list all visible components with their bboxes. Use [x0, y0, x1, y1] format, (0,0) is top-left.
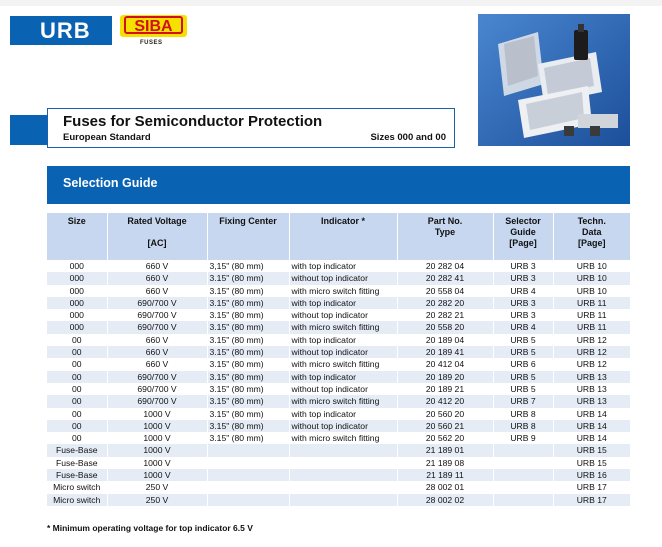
table-row: [47, 494, 630, 506]
cell-indicator: with micro switch fitting: [289, 358, 397, 370]
cell-fixing-center: 3.15" (80 mm): [207, 383, 289, 395]
cell-fixing-center: [207, 457, 289, 469]
cell-size: Fuse-Base: [47, 444, 107, 456]
cell-rated-voltage: 690/700 V: [107, 309, 207, 321]
cell-indicator: [289, 457, 397, 469]
cell-selector-guide: URB 5: [493, 371, 553, 383]
header-part-no: [397, 213, 493, 260]
cell-selector-guide: URB 3: [493, 297, 553, 309]
cell-fixing-center: [207, 481, 289, 493]
cell-fixing-center: 3.15" (80 mm): [207, 408, 289, 420]
table-row: [47, 371, 630, 383]
cell-rated-voltage: 690/700 V: [107, 371, 207, 383]
fuses-photo-illustration: [478, 14, 630, 146]
table-row: [47, 334, 630, 346]
section-heading: Selection Guide: [63, 176, 158, 190]
header-line: Type: [434, 227, 456, 237]
cell-fixing-center: 3,15" (80 mm): [207, 260, 289, 272]
cell-rated-voltage: 250 V: [107, 494, 207, 506]
cell-techn-data: URB 14: [553, 420, 630, 432]
header-line: Fixing Center: [219, 216, 277, 226]
table-row: [47, 408, 630, 420]
cell-part-no: 20 189 04: [397, 334, 493, 346]
cell-techn-data: URB 14: [553, 432, 630, 444]
table-row: [47, 457, 630, 469]
siba-logo: [120, 15, 187, 37]
cell-fixing-center: 3.15" (80 mm): [207, 321, 289, 333]
cell-rated-voltage: 1000 V: [107, 444, 207, 456]
cell-size: 000: [47, 285, 107, 297]
header-line: [Page]: [509, 238, 537, 248]
cell-fixing-center: 3.15" (80 mm): [207, 309, 289, 321]
cell-fixing-center: 3.15" (80 mm): [207, 395, 289, 407]
cell-techn-data: URB 11: [553, 297, 630, 309]
selection-table: [47, 213, 630, 506]
cell-techn-data: URB 13: [553, 383, 630, 395]
header-techn-data: [553, 213, 630, 260]
cell-size: 000: [47, 309, 107, 321]
header-line: Part No.: [427, 216, 463, 226]
cell-part-no: 21 189 11: [397, 469, 493, 481]
cell-selector-guide: URB 4: [493, 285, 553, 297]
cell-size: 00: [47, 432, 107, 444]
cell-part-no: 20 412 04: [397, 358, 493, 370]
cell-indicator: [289, 444, 397, 456]
cell-rated-voltage: 660 V: [107, 285, 207, 297]
cell-fixing-center: [207, 469, 289, 481]
table-row: [47, 444, 630, 456]
cell-size: 00: [47, 395, 107, 407]
cell-fixing-center: 3.15" (80 mm): [207, 432, 289, 444]
cell-indicator: with top indicator: [289, 371, 397, 383]
cell-size: 00: [47, 383, 107, 395]
cell-indicator: without top indicator: [289, 383, 397, 395]
header-rated-voltage: [107, 213, 207, 260]
cell-indicator: with micro switch fitting: [289, 321, 397, 333]
cell-rated-voltage: 660 V: [107, 272, 207, 284]
cell-techn-data: URB 10: [553, 285, 630, 297]
cell-part-no: 20 282 04: [397, 260, 493, 272]
cell-part-no: 20 562 20: [397, 432, 493, 444]
cell-selector-guide: [493, 444, 553, 456]
table-row: [47, 272, 630, 284]
cell-rated-voltage: 1000 V: [107, 432, 207, 444]
header-line: [110, 227, 205, 238]
cell-rated-voltage: 660 V: [107, 346, 207, 358]
sizes-label: Sizes 000 and 00: [370, 132, 446, 143]
cell-part-no: 20 189 41: [397, 346, 493, 358]
cell-selector-guide: URB 5: [493, 346, 553, 358]
table-row: [47, 383, 630, 395]
cell-techn-data: URB 14: [553, 408, 630, 420]
cell-fixing-center: 3.15" (80 mm): [207, 334, 289, 346]
cell-rated-voltage: 250 V: [107, 481, 207, 493]
cell-indicator: [289, 494, 397, 506]
cell-indicator: without top indicator: [289, 309, 397, 321]
cell-fixing-center: 3.15" (80 mm): [207, 346, 289, 358]
cell-fixing-center: 3.15" (80 mm): [207, 272, 289, 284]
cell-fixing-center: [207, 494, 289, 506]
cell-size: Fuse-Base: [47, 469, 107, 481]
cell-part-no: 20 558 20: [397, 321, 493, 333]
cell-part-no: 21 189 08: [397, 457, 493, 469]
cell-indicator: with micro switch fitting: [289, 395, 397, 407]
cell-part-no: 20 282 21: [397, 309, 493, 321]
header-line: Selector: [505, 216, 541, 226]
cell-techn-data: URB 10: [553, 260, 630, 272]
table-row: [47, 395, 630, 407]
cell-rated-voltage: 1000 V: [107, 420, 207, 432]
header-size: [47, 213, 107, 260]
table-row: [47, 285, 630, 297]
table-row: [47, 358, 630, 370]
table-row: [47, 297, 630, 309]
title-box: [47, 108, 455, 148]
cell-indicator: [289, 481, 397, 493]
header-line: Data: [581, 227, 602, 237]
cell-indicator: without top indicator: [289, 420, 397, 432]
cell-size: 00: [47, 358, 107, 370]
cell-rated-voltage: 1000 V: [107, 408, 207, 420]
header-selector-guide: [493, 213, 553, 260]
siba-logo-word: SIBA: [124, 16, 183, 34]
header-line: [Page]: [577, 238, 606, 248]
cell-rated-voltage: 660 V: [107, 334, 207, 346]
cell-rated-voltage: 690/700 V: [107, 395, 207, 407]
siba-logo-sub: FUSES: [140, 40, 163, 46]
cell-selector-guide: URB 3: [493, 309, 553, 321]
cell-rated-voltage: 690/700 V: [107, 297, 207, 309]
cell-size: 00: [47, 346, 107, 358]
cell-part-no: 20 560 21: [397, 420, 493, 432]
cell-size: 000: [47, 272, 107, 284]
header-line: [AC]: [147, 238, 167, 248]
table-row: [47, 346, 630, 358]
cell-indicator: with micro switch fitting: [289, 285, 397, 297]
page-title: Fuses for Semiconductor Protection: [63, 113, 323, 130]
cell-techn-data: URB 13: [553, 371, 630, 383]
cell-part-no: 20 282 20: [397, 297, 493, 309]
cell-fixing-center: 3.15" (80 mm): [207, 285, 289, 297]
header-line: Rated Voltage: [127, 216, 187, 226]
cell-indicator: with micro switch fitting: [289, 432, 397, 444]
selection-guide-bar: [47, 166, 630, 204]
header-line: Techn.: [577, 216, 606, 226]
cell-size: 00: [47, 420, 107, 432]
cell-techn-data: URB 12: [553, 334, 630, 346]
header-line: Indicator *: [320, 216, 365, 226]
table-row: [47, 260, 630, 272]
cell-size: Micro switch: [47, 494, 107, 506]
cell-techn-data: URB 15: [553, 457, 630, 469]
product-photo: [478, 14, 630, 146]
cell-techn-data: URB 17: [553, 494, 630, 506]
cell-selector-guide: [493, 494, 553, 506]
header-indicator: [289, 213, 397, 260]
cell-techn-data: URB 11: [553, 321, 630, 333]
cell-size: 000: [47, 260, 107, 272]
cell-rated-voltage: 690/700 V: [107, 383, 207, 395]
cell-selector-guide: URB 9: [493, 432, 553, 444]
cell-techn-data: URB 17: [553, 481, 630, 493]
cell-techn-data: URB 12: [553, 358, 630, 370]
cell-selector-guide: URB 8: [493, 420, 553, 432]
cell-techn-data: URB 16: [553, 469, 630, 481]
cell-selector-guide: [493, 457, 553, 469]
cell-fixing-center: 3.15" (80 mm): [207, 358, 289, 370]
cell-selector-guide: URB 3: [493, 272, 553, 284]
header-fixing-center: [207, 213, 289, 260]
cell-part-no: 21 189 01: [397, 444, 493, 456]
table-body: [47, 260, 630, 506]
cell-part-no: 20 282 41: [397, 272, 493, 284]
cell-techn-data: URB 15: [553, 444, 630, 456]
top-divider: [0, 0, 662, 6]
cell-indicator: without top indicator: [289, 346, 397, 358]
cell-selector-guide: URB 4: [493, 321, 553, 333]
cell-selector-guide: URB 6: [493, 358, 553, 370]
cell-indicator: with top indicator: [289, 260, 397, 272]
cell-fixing-center: [207, 444, 289, 456]
cell-part-no: 20 560 20: [397, 408, 493, 420]
table-row: [47, 321, 630, 333]
cell-size: 00: [47, 408, 107, 420]
cell-part-no: 20 189 21: [397, 383, 493, 395]
cell-indicator: with top indicator: [289, 297, 397, 309]
cell-techn-data: URB 10: [553, 272, 630, 284]
cell-indicator: with top indicator: [289, 408, 397, 420]
cell-rated-voltage: 660 V: [107, 358, 207, 370]
urb-badge-text: URB: [40, 18, 91, 43]
cell-selector-guide: URB 5: [493, 383, 553, 395]
cell-fixing-center: 3.15" (80 mm): [207, 420, 289, 432]
cell-selector-guide: URB 3: [493, 260, 553, 272]
cell-size: 000: [47, 297, 107, 309]
cell-indicator: [289, 469, 397, 481]
cell-rated-voltage: 1000 V: [107, 457, 207, 469]
cell-techn-data: URB 12: [553, 346, 630, 358]
standard-label: European Standard: [63, 132, 151, 143]
cell-selector-guide: URB 7: [493, 395, 553, 407]
cell-size: 00: [47, 371, 107, 383]
cell-selector-guide: URB 8: [493, 408, 553, 420]
table-header-row: [47, 213, 630, 260]
cell-rated-voltage: 690/700 V: [107, 321, 207, 333]
footnote: * Minimum operating voltage for top indicator 6.5 V: [47, 523, 253, 533]
cell-fixing-center: 3.15" (80 mm): [207, 297, 289, 309]
cell-part-no: 20 189 20: [397, 371, 493, 383]
cell-part-no: 28 002 01: [397, 481, 493, 493]
cell-selector-guide: [493, 481, 553, 493]
cell-rated-voltage: 1000 V: [107, 469, 207, 481]
cell-selector-guide: [493, 469, 553, 481]
cell-techn-data: URB 11: [553, 309, 630, 321]
cell-part-no: 20 412 20: [397, 395, 493, 407]
cell-rated-voltage: 660 V: [107, 260, 207, 272]
table-row: [47, 481, 630, 493]
table-row: [47, 432, 630, 444]
cell-selector-guide: URB 5: [493, 334, 553, 346]
header-line: Guide: [510, 227, 536, 237]
header-line: Size: [67, 216, 86, 226]
table-row: [47, 309, 630, 321]
table-row: [47, 469, 630, 481]
cell-indicator: without top indicator: [289, 272, 397, 284]
cell-size: Fuse-Base: [47, 457, 107, 469]
cell-size: 00: [47, 334, 107, 346]
cell-size: 000: [47, 321, 107, 333]
title-accent-block: [10, 115, 47, 145]
cell-techn-data: URB 13: [553, 395, 630, 407]
cell-part-no: 20 558 04: [397, 285, 493, 297]
cell-size: Micro switch: [47, 481, 107, 493]
cell-indicator: with top indicator: [289, 334, 397, 346]
table-row: [47, 420, 630, 432]
cell-part-no: 28 002 02: [397, 494, 493, 506]
cell-fixing-center: 3.15" (80 mm): [207, 371, 289, 383]
